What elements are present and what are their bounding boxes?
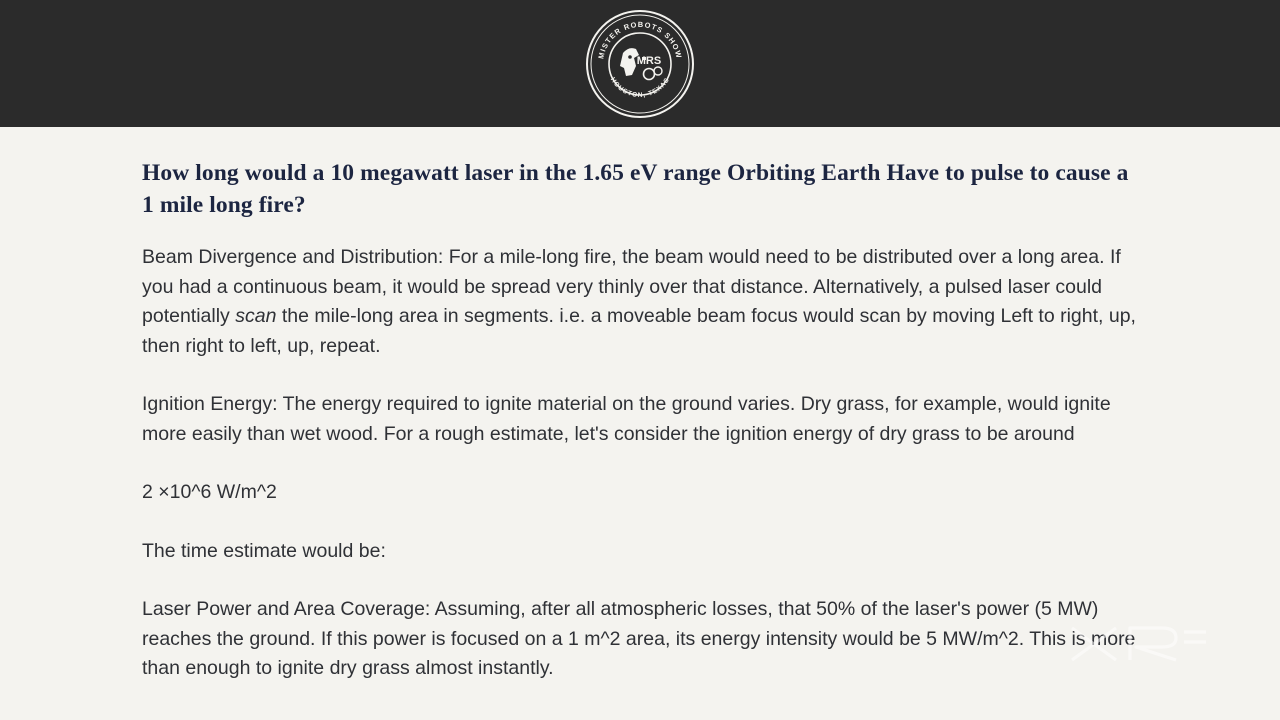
paragraph-text-beam-divergence-a: For a mile-long fire, the beam would need to be distributed over a long area. If you had a continuous beam, it would be spread very thinly over that distance. Alternatively, a pulsed laser could potentially <box>142 246 1121 327</box>
site-header <box>0 0 1280 127</box>
paragraph-beam-divergence <box>142 243 1138 361</box>
site-logo[interactable] <box>585 9 695 119</box>
svg-text:MRS: MRS <box>636 54 662 67</box>
paragraph-time-estimate-intro: The time estimate would be: <box>142 539 386 562</box>
paragraph-ignition-value: 2 ×10^6 W/m^2 <box>142 481 277 503</box>
article-body <box>0 127 1280 684</box>
paragraph-laser-power-area: Laser Power and Area Coverage: Assuming, after all atmospheric losses, that 50% of the laser's power (5 MW) reaches the ground. If this power is focused on a 1 m^2 area, its energy intensity would be 5 MW/m^2. This is more than enough to ignite dry grass almost instantly. <box>142 598 1136 679</box>
mister-robots-show-badge-logo <box>585 9 695 119</box>
emphasis-scan: scan <box>235 305 277 327</box>
paragraph-ignition-energy: Ignition Energy: The energy required to ignite material on the ground varies. Dry grass, for example, would ignite more easily than wet wood. For a rough estimate, let's consider the ignition energy of dry grass to be around <box>142 393 1111 445</box>
svg-text:MISTER ROBOTS SHOW: MISTER ROBOTS SHOW <box>596 19 684 60</box>
paragraph-lead-beam-divergence: Beam Divergence and Distribution: <box>142 246 444 268</box>
paragraph-text-beam-divergence-b: the mile-long area in segments. i.e. a moveable beam focus would scan by moving Left to right, up, then right to left, up, repeat. <box>142 305 1136 357</box>
page-title: How long would a 10 megawatt laser in the 1.65 eV range Orbiting Earth Have to pulse to cause a 1 mile long fire? <box>142 160 1129 218</box>
svg-text:HOUSTON, TEXAS: HOUSTON, TEXAS <box>608 75 672 99</box>
